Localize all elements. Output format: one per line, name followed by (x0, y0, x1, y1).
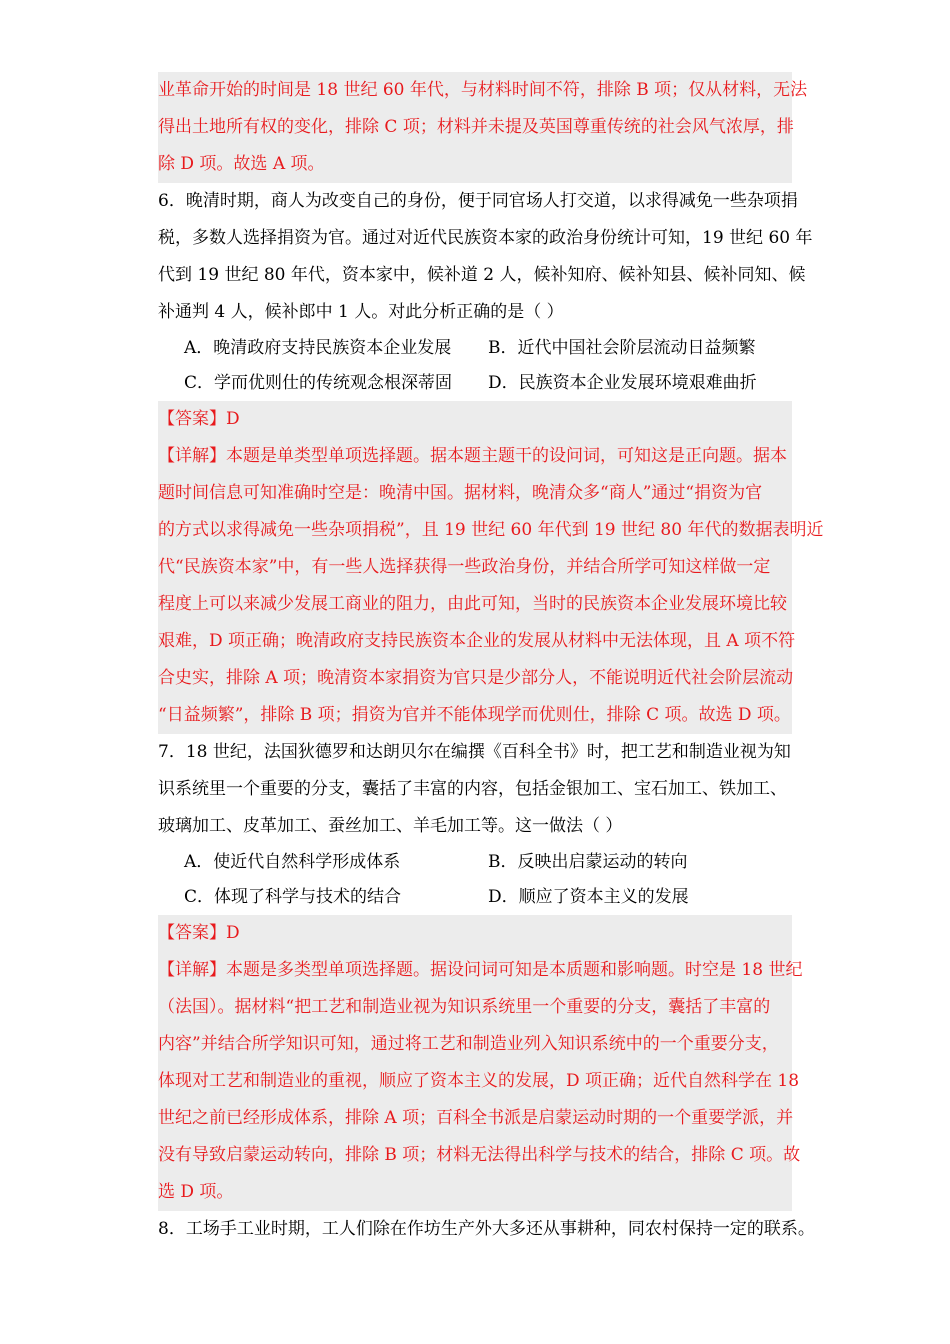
detail-line: 合史实，排除 A 项；晚清资本家捐资为官只是少部分人，不能说明近代社会阶层流动 (158, 668, 794, 688)
question-stem-line: 玻璃加工、皮革加工、蚕丝加工、羊毛加工等。这一做法（ ） (158, 816, 623, 836)
detail-line: “日益频繁”，排除 B 项；捐资为官并不能体现学而优则仕，排除 C 项。故选 D 项。 (158, 705, 791, 725)
answer-line (158, 915, 792, 952)
detail-line: 内容”并结合所学知识可知，通过将工艺和制造业列入知识系统中的一个重要分支， (158, 1034, 779, 1054)
option-d: D．顺应了资本主义的发展 (488, 887, 689, 907)
detail-line: 艰难，D 项正确；晚清政府支持民族资本企业的发展从材料中无法体现，且 A 项不符 (158, 631, 796, 651)
option-a: A．使近代自然科学形成体系 (184, 852, 401, 872)
detail-line: 程度上可以来减少发展工商业的阻力，由此可知，当时的民族资本企业发展环境比较 (158, 594, 787, 614)
question-stem-line: 补通判 4 人，候补郎中 1 人。对此分析正确的是（ ） (158, 302, 564, 322)
question-stem-line: 税，多数人选择捐资为官。通过对近代民族资本家的政治身份统计可知，19 世纪 60 年 (158, 228, 813, 248)
detail-line: 代“民族资本家”中，有一些人选择获得一些政治身份，并结合所学可知这样做一定 (158, 557, 771, 577)
detail-line: 题时间信息可知准确时空是：晚清中国。据材料，晚清众多“商人”通过“捐资为官 (158, 483, 763, 503)
option-a: A．晚清政府支持民族资本企业发展 (184, 338, 452, 358)
detail-line (158, 438, 792, 475)
answer-tag: 【答案】 (158, 923, 226, 943)
answer-value: D (226, 409, 240, 429)
explanation-line: 除 D 项。故选 A 项。 (158, 154, 325, 174)
question-options (158, 331, 792, 401)
question-stem-line: 6．晚清时期，商人为改变自己的身份，便于同官场人打交道，以求得减免一些杂项捐 (158, 191, 798, 211)
detail-text: 本题是多类型单项选择题。据设问词可知是本质题和影响题。时空是 18 世纪 (226, 960, 803, 980)
detail-line: 的方式以求得减免一些杂项捐税”，且 19 世纪 60 年代到 19 世纪 80 年代的数据表明近 (158, 520, 824, 540)
option-c: C．体现了科学与技术的结合 (184, 887, 402, 907)
question-stem-line: 识系统里一个重要的分支，囊括了丰富的内容，包括金银加工、宝石加工、铁加工、 (158, 779, 787, 799)
answer-block-7 (158, 915, 803, 1211)
option-d: D．民族资本企业发展环境艰难曲折 (488, 373, 757, 393)
option-c: C．学而优则仕的传统观念根深蒂固 (184, 373, 453, 393)
detail-line: 没有导致启蒙运动转向，排除 B 项；材料无法得出科学与技术的结合，排除 C 项。故 (158, 1145, 801, 1165)
detail-line: 世纪之前已经形成体系，排除 A 项；百科全书派是启蒙运动时期的一个重要学派，并 (158, 1108, 794, 1128)
detail-line: （法国）。据材料“把工艺和制造业视为知识系统里一个重要的分支，囊括了丰富的 (158, 997, 771, 1017)
answer-block-6 (158, 401, 824, 734)
answer-value: D (226, 923, 240, 943)
explanation-line: 业革命开始的时间是 18 世纪 60 年代，与材料时间不符，排除 B 项；仅从材料，无法 (158, 80, 808, 100)
option-b: B．近代中国社会阶层流动日益频繁 (488, 338, 756, 358)
explanation-line: 得出土地所有权的变化，排除 C 项；材料并未提及英国尊重传统的社会风气浓厚，排 (158, 117, 794, 137)
option-b: B．反映出启蒙运动的转向 (488, 852, 688, 872)
question-7 (158, 734, 792, 915)
detail-line: 体现对工艺和制造业的重视，顺应了资本主义的发展，D 项正确；近代自然科学在 18 (158, 1071, 800, 1091)
answer-line (158, 401, 792, 438)
detail-tag: 【详解】 (158, 960, 226, 980)
answer-tag: 【答案】 (158, 409, 226, 429)
detail-line (158, 952, 803, 989)
question-stem-line: 7．18 世纪，法国狄德罗和达朗贝尔在编撰《百科全书》时，把工艺和制造业视为知 (158, 742, 791, 762)
detail-text: 本题是单类型单项选择题。据本题主题干的设问词，可知这是正向题。据本 (226, 446, 787, 466)
document-page (158, 72, 824, 1248)
question-stem-line: 代到 19 世纪 80 年代，资本家中，候补道 2 人，候补知府、候补知县、候补同知、候 (158, 265, 806, 285)
question-6 (158, 183, 813, 401)
question-options (158, 845, 792, 915)
detail-line: 选 D 项。 (158, 1182, 234, 1202)
detail-tag: 【详解】 (158, 446, 226, 466)
question-8-stem-line: 8．工场手工业时期，工人们除在作坊生产外大多还从事耕种，同农村保持一定的联系。 (158, 1219, 815, 1239)
prev-explanation-continuation (158, 72, 808, 183)
